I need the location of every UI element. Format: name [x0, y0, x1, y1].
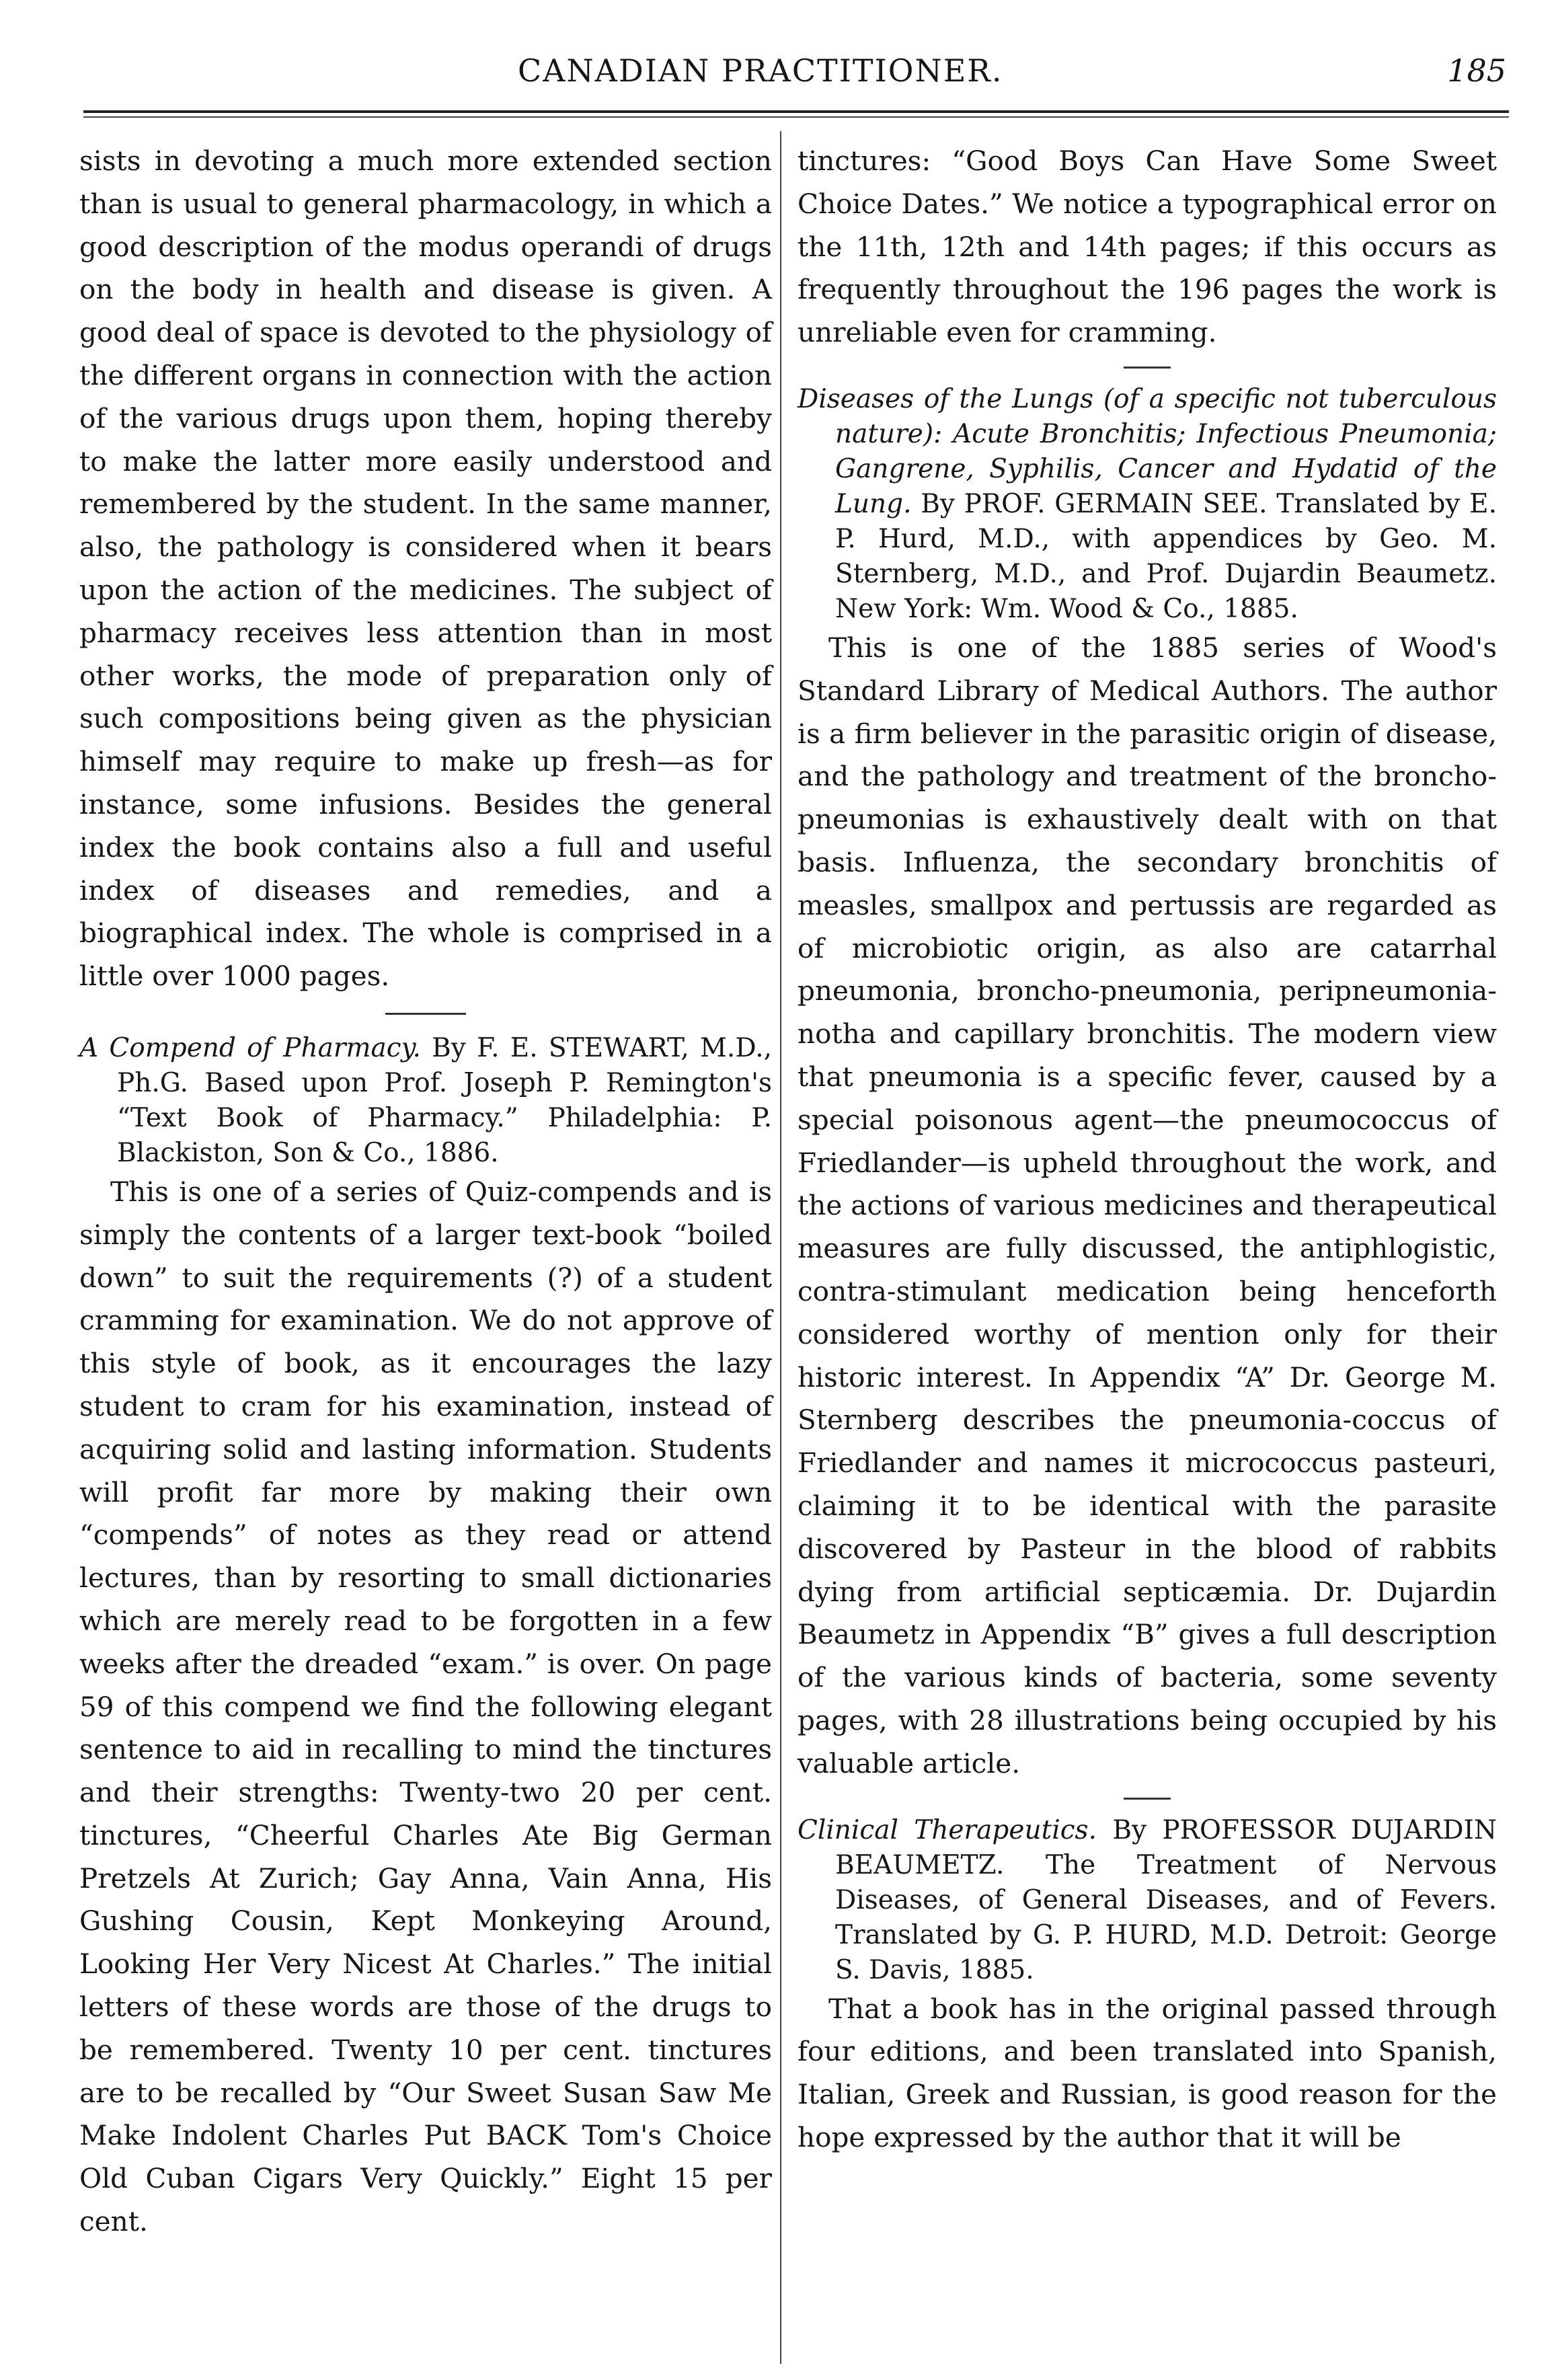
book-title: A Compend of Pharmacy.	[79, 1032, 421, 1063]
right-column	[798, 140, 1497, 2159]
running-head	[87, 52, 1506, 106]
book-reference	[798, 382, 1497, 627]
book-reference	[79, 1031, 772, 1171]
section-separator	[1124, 367, 1171, 369]
book-title: Diseases of the Lungs (of a specific not tuberculous nature): Acute Bronchitis; Infectious Pneumonia; Gangrene, Syphilis, Cancer and Hydatid of the Lung.	[798, 383, 1497, 519]
book-details: By F. E. STEWART, M.D., Ph.G. Based upon Prof. Joseph P. Remington's “Text Book of Pharmacy.” Philadelphia: P. Blackiston, Son & Co., 1886.	[117, 1032, 772, 1168]
book-reference	[798, 1813, 1497, 1988]
review-paragraph: tinctures: “Good Boys Can Have Some Sweet Choice Dates.” We notice a typographical error on the 11th, 12th and 14th pages; if this occurs as frequently throughout the 196 pages the work is unreliable even for cramming.	[798, 145, 1497, 349]
section-separator	[1124, 1798, 1171, 1800]
page-number: 185	[1447, 52, 1506, 89]
book-details: By PROF. GERMAIN SEE. Translated by E. P. Hurd, M.D., with appendices by Geo. M. Sternberg, M.D., and Prof. Dujardin Beaumetz. New York: Wm. Wood & Co., 1885.	[835, 488, 1497, 624]
review-paragraph: That a book has in the original passed through four editions, and been translated into Spanish, Italian, Greek and Russian, is good reason for the hope expressed by the author that it will be	[798, 1992, 1497, 2153]
review-paragraph: sists in devoting a much more extended section than is usual to general pharmacology, in which a good description of the modus operandi of drugs on the body in health and disease is given. A good deal of space is devoted to the physiology of the different organs in connection with the action of the various drugs upon them, hoping thereby to make the latter more easily understood and remembered by the student. In the same manner, also, the pathology is considered when it bears upon the action of the medicines. The subject of pharmacy receives less attention than in most other works, the mode of preparation only of such compositions being given as the physician himself may require to make up fresh—as for instance, some infusions. Besides the general index the book contains also a full and useful index of diseases and remedies, and a biographical index. The whole is comprised in a little over 1000 pages.	[79, 145, 772, 993]
review-paragraph: This is one of the 1885 series of Wood's Standard Library of Medical Authors. The author is a firm believer in the parasitic origin of disease, and the pathology and treatment of the broncho-pneumonias is exhaustively dealt with on that basis. Influenza, the secondary bronchitis of measles, smallpox and pertussis are regarded as of microbiotic origin, as also are catarrhal pneumonia, broncho-pneumonia, peripneumonia-notha and capillary bronchitis. The modern view that pneumonia is a specific fever, caused by a special poisonous agent—the pneumococcus of Friedlander—is upheld throughout the work, and the actions of various medicines and therapeutical measures are fully discussed, the antiphlogistic, contra-stimulant medication being henceforth considered worthy of mention only for their historic interest. In Appendix “A” Dr. George M. Sternberg describes the pneumonia-coccus of Friedlander and names it micrococcus pasteuri, claiming it to be identical with the parasite discovered by Pasteur in the blood of rabbits dying from artificial septicæmia. Dr. Dujardin Beaumetz in Appendix “B” gives a full description of the various kinds of bacteria, some seventy pages, with 28 illustrations being occupied by his valuable article.	[798, 631, 1497, 1779]
review-paragraph: This is one of a series of Quiz-compends and is simply the contents of a larger text-book “boiled down” to suit the requirements (?) of a student cramming for examination. We do not approve of this style of book, as it encourages the lazy student to cram for his examination, instead of acquiring solid and lasting information. Students will profit far more by making their own “compends” of notes as they read or attend lectures, than by resorting to small dictionaries which are merely read to be forgotten in a few weeks after the dreaded “exam.” is over. On page 59 of this compend we find the following elegant sentence to aid in recalling to mind the tinctures and their strengths: Twenty-two 20 per cent. tinctures, “Cheerful Charles Ate Big German Pretzels At Zurich; Gay Anna, Vain Anna, His Gushing Cousin, Kept Monkeying Around, Looking Her Very Nicest At Charles.” The initial letters of these words are those of the drugs to be remembered. Twenty 10 per cent. tinctures are to be recalled by “Our Sweet Susan Saw Me Make Indolent Charles Put BACK Tom's Choice Old Cuban Cigars Very Quickly.” Eight 15 per cent.	[79, 1175, 772, 2238]
journal-title: CANADIAN PRACTITIONER.	[518, 52, 1003, 89]
book-details: By PROFESSOR DUJARDIN BEAUMETZ. The Treatment of Nervous Diseases, of General Diseases, and of Fevers. Translated by G. P. HURD, M.D. Detroit: George S. Davis, 1885.	[835, 1814, 1497, 1985]
header-rule-thin	[83, 116, 1509, 118]
book-title: Clinical Therapeutics.	[798, 1814, 1097, 1845]
section-separator	[385, 1013, 466, 1015]
header-rule	[83, 110, 1509, 113]
column-divider	[780, 131, 781, 2364]
left-column	[79, 140, 772, 2243]
